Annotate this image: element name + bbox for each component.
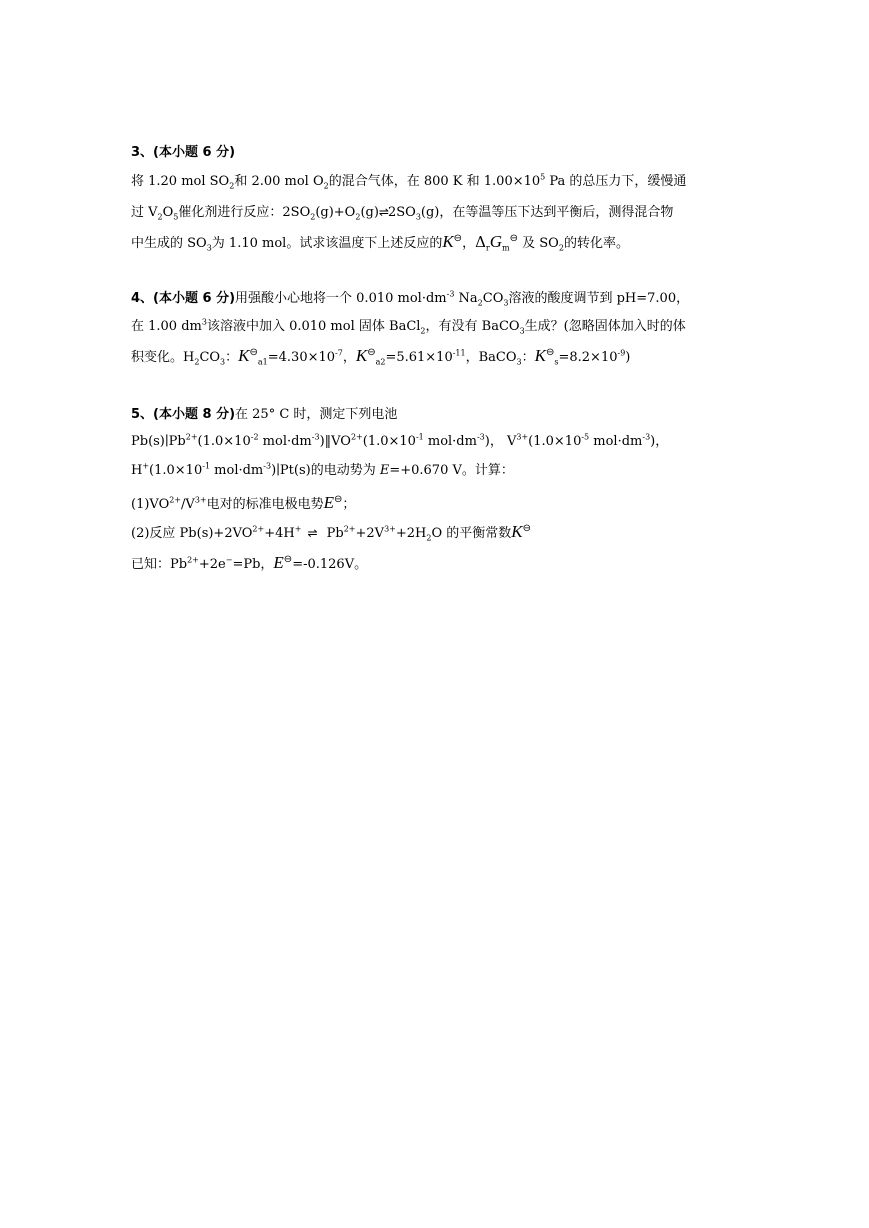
e-standard-symbol: E [323, 493, 335, 512]
q3-line-2: 过 $V_2O_5$催化剂进行反应：$2SO_2(g)+O_2(g)\rightleftharpoons 2SO_3(g)$，在等温等压下达到平衡后，测得混合物 [131, 202, 673, 223]
equilibrium-arrow-icon: ⇌ [307, 526, 317, 540]
standard-state-icon: ⊖ [249, 347, 258, 358]
q4-line-3: 积变化。$H_2CO_3$：$K^⊖_{a1}=4.30\times 10^{-7}$，$K^⊖_{a2}=5.61\times 10^{-11}$，BaCO$_3$：$K^⊖_s=8.2\times 10^{-9}$) [131, 346, 631, 367]
q5-line-1: $Pb(s)∣Pb^{2+}(1.0\times 10^{-2}$ $mol\cdot dm^{-3})‖VO^{2+}(1.0\times 10^{-1}$ $mol\cdot dm^{-3}$)， $V^{3+}(1.0\times 10^{-5}$ $mol\cdot dm^{-3}$)， [131, 432, 669, 449]
q5-line-3: $(1)VO^{2+}/V^{3+}$电对的标准电极电势E⊖； [131, 493, 356, 512]
e-standard-symbol: E [273, 553, 284, 572]
q3-heading: 3、(本小题 6 分) [131, 145, 236, 160]
q5-line-5: 已知：$Pb^{2+}+2e^-=Pb$，E⊖=-0.126V。 [131, 553, 368, 572]
k-standard-symbol: K [511, 522, 523, 541]
delta-r-g-symbol: $\Delta_rG_m^⊖$ [475, 232, 519, 253]
q3-line-1: 将 1.20 mol $SO_2$和 2.00 mol $O_2$的混合气体，在 800 K 和 $1.00\times 10^5$ Pa 的总压力下，缓慢通 [131, 172, 687, 191]
q4-line-2: 在 1.00 $dm^3$该溶液中加入 0.010 mol 固体 BaCl$_2$，有没有 BaCO$_3$生成？(忽略固体加入时的体 [131, 317, 686, 336]
q5-heading: 5、(本小题 8 分) [131, 407, 236, 422]
standard-state-icon: ⊖ [334, 494, 343, 505]
q3-line-3: 中生成的 $SO_3$为 1.10 mol。试求该温度下上述反应的K⊖，$\Delta_rG_m^⊖$ 及 $SO_2$的转化率。 [131, 232, 629, 253]
q4-line-1: 4、(本小题 6 分)用强酸小心地将一个 0.010 $mol\cdot dm^{-3}$ $Na_2CO_3$溶液的酸度调节到 pH=7.00， [131, 289, 690, 308]
standard-state-icon: ⊖ [453, 233, 463, 244]
q4-heading: 4、(本小题 6 分) [131, 291, 236, 306]
ka2-symbol: K [355, 346, 368, 365]
q5-line-4: (2)反应 $Pb(s)+2VO^{2+}+4H^+$ ⇌ $Pb^{2+}+2V^{3+}+2H_2O$ 的平衡常数K⊖ [131, 522, 531, 543]
equilibrium-arrow-icon: ⇌ [378, 205, 388, 219]
standard-state-icon: ⊖ [545, 347, 555, 358]
standard-state-icon: ⊖ [522, 523, 531, 534]
ksp-symbol: K [534, 346, 546, 365]
ka1-symbol: K [238, 346, 250, 365]
standard-state-icon: ⊖ [509, 233, 519, 244]
standard-state-icon: ⊖ [367, 347, 376, 358]
k-standard-symbol: K [442, 232, 454, 251]
q5-line-0: 5、(本小题 8 分)在 25° C 时，测定下列电池 [131, 407, 398, 422]
q5-line-2: $H^+(1.0\times 10^{-1}$ $mol\cdot dm^{-3})∣Pt(s)$的电动势为 E=+0.670 V。计算： [131, 461, 514, 478]
standard-state-icon: ⊖ [283, 554, 293, 565]
